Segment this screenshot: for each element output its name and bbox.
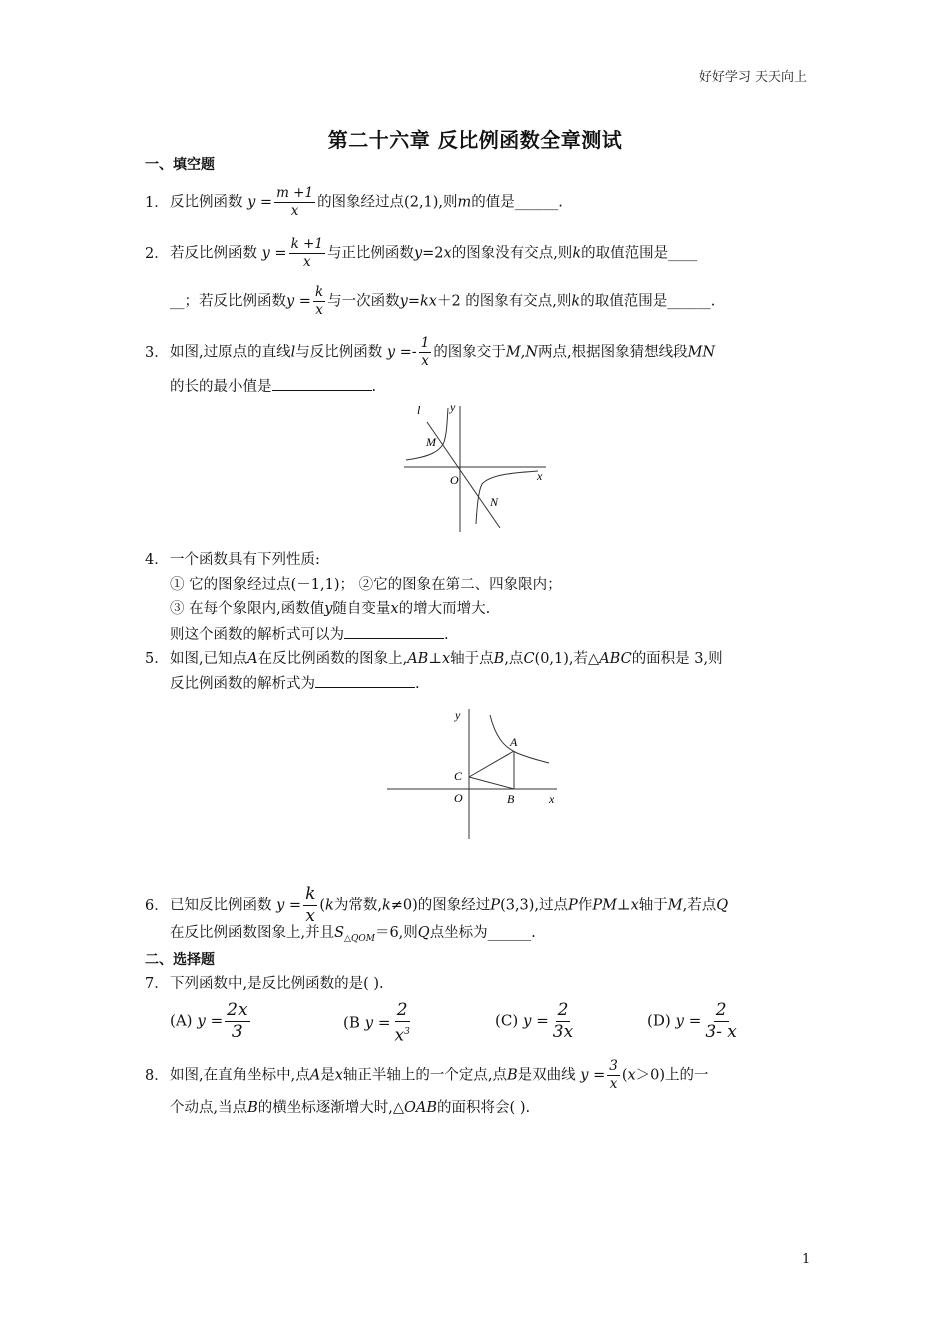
line-l — [427, 422, 500, 528]
fraction: $\frac{2}{x^3}$ — [394, 1000, 410, 1046]
fraction: $\frac{3}{x}$ — [609, 1058, 618, 1092]
label-b: B — [507, 792, 515, 806]
question-4: 4．一个函数具有下列性质: — [145, 552, 320, 568]
question-7: 7．下列函数中,是反比例函数的是( ). — [145, 976, 384, 992]
question-2: 2．若反比例函数 y = $\frac{k +1}{x}$ 与正比例函数y=2x的图象没有交点,则k的取值范围是____ — [145, 236, 698, 270]
figure-q5-graph — [383, 705, 563, 843]
hyperbola-branch-right — [476, 471, 538, 524]
fraction: $\frac{1}{x}$ — [420, 335, 430, 369]
option-b[interactable]: (B y = $\frac{2}{x^3}$ — [343, 1000, 410, 1046]
question-6-line-2: 在反比例函数图象上,并且$S_{\triangle QOM}=6$,则Q点坐标为______. — [170, 925, 536, 944]
fraction: $\frac{2}{3x}$ — [552, 1000, 574, 1042]
option-c[interactable]: (C) y = $\frac{2}{3x}$ — [495, 1000, 574, 1042]
label-y: y — [450, 400, 456, 414]
question-4-property-3: ③ 在每个象限内,函数值y随自变量x的增大而增大. — [170, 601, 491, 617]
answer-blank — [272, 376, 372, 391]
question-1: 1．反比例函数 y = $\frac{m +1}{x}$ 的图象经过点(2,1),则m的值是______. — [145, 185, 563, 219]
label-y: y — [455, 708, 461, 722]
option-a[interactable]: (A) y = $\frac{2x}{3}$ — [170, 1000, 248, 1042]
label-n: N — [490, 495, 499, 509]
section-heading-fill-in: 一、填空题 — [145, 157, 215, 173]
question-8-line-2: 个动点,当点B的横坐标逐渐增大时,△OAB的面积将会( ). — [170, 1100, 531, 1116]
section-heading-choice: 二、选择题 — [145, 952, 215, 968]
hyperbola-branch-left — [406, 408, 448, 460]
fraction: $\frac{2x}{3}$ — [227, 1000, 248, 1042]
question-2-line-2: __；若反比例函数y = $\frac{k}{x}$ 与一次函数y=kx＋2 的图象有交点,则k的取值范围是______. — [170, 284, 716, 318]
label-m: M — [426, 435, 436, 449]
label-x: x — [549, 792, 555, 806]
header-motto: 好好学习 天天向上 — [698, 70, 807, 85]
fraction: $\frac{k}{x}$ — [305, 884, 316, 926]
fraction: $\frac{2}{3- x}$ — [705, 1000, 737, 1042]
answer-blank — [315, 673, 415, 688]
question-3-line-2: 的长的最小值是 . — [170, 376, 376, 397]
label-a: A — [510, 735, 518, 749]
question-3: 3．如图,过原点的直线l与反比例函数 y =- $\frac{1}{x}$ 的图象交于M,N两点,根据图象猜想线段MN — [145, 335, 716, 369]
page-title: 第二十六章 反比例函数全章测试 — [327, 128, 623, 152]
answer-blank — [344, 624, 444, 639]
question-4-property-1-2: ① 它的图象经过点(－1,1)； ②它的图象在第二、四象限内； — [170, 577, 562, 593]
label-o: O — [450, 473, 459, 487]
label-o: O — [454, 791, 463, 805]
hyperbola-branch — [490, 715, 549, 763]
question-5-line-2: 反比例函数的解析式为 . — [170, 673, 420, 694]
segment-cb — [469, 777, 514, 789]
segment-ca — [469, 751, 514, 777]
question-6: 6．已知反比例函数 y = $\frac{k}{x}$ (k为常数,k≠0)的图象经过P(3,3),过点P作PM⊥x轴于M,若点Q — [145, 884, 729, 926]
figure-q3-graph — [400, 400, 550, 536]
label-c: C — [454, 769, 463, 783]
fraction: $\frac{m +1}{x}$ — [276, 185, 314, 219]
page-number: 1 — [802, 1252, 811, 1267]
label-x: x — [537, 469, 543, 483]
question-4-ask: 则这个函数的解析式可以为 . — [170, 624, 449, 645]
question-5: 5．如图,已知点A在反比例函数的图象上,AB⊥x轴于点B,点C(0,1),若△ABC的面积是 3,则 — [145, 651, 723, 667]
question-8: 8．如图,在直角坐标中,点A是x轴正半轴上的一个定点,点B是双曲线 y = $\frac{3}{x}$ (x＞0)上的一 — [145, 1058, 709, 1092]
label-l: l — [417, 403, 421, 417]
fraction: $\frac{k}{x}$ — [314, 284, 324, 318]
option-d[interactable]: (D) y = $\frac{2}{3- x}$ — [647, 1000, 737, 1042]
fraction: $\frac{k +1}{x}$ — [290, 236, 323, 270]
